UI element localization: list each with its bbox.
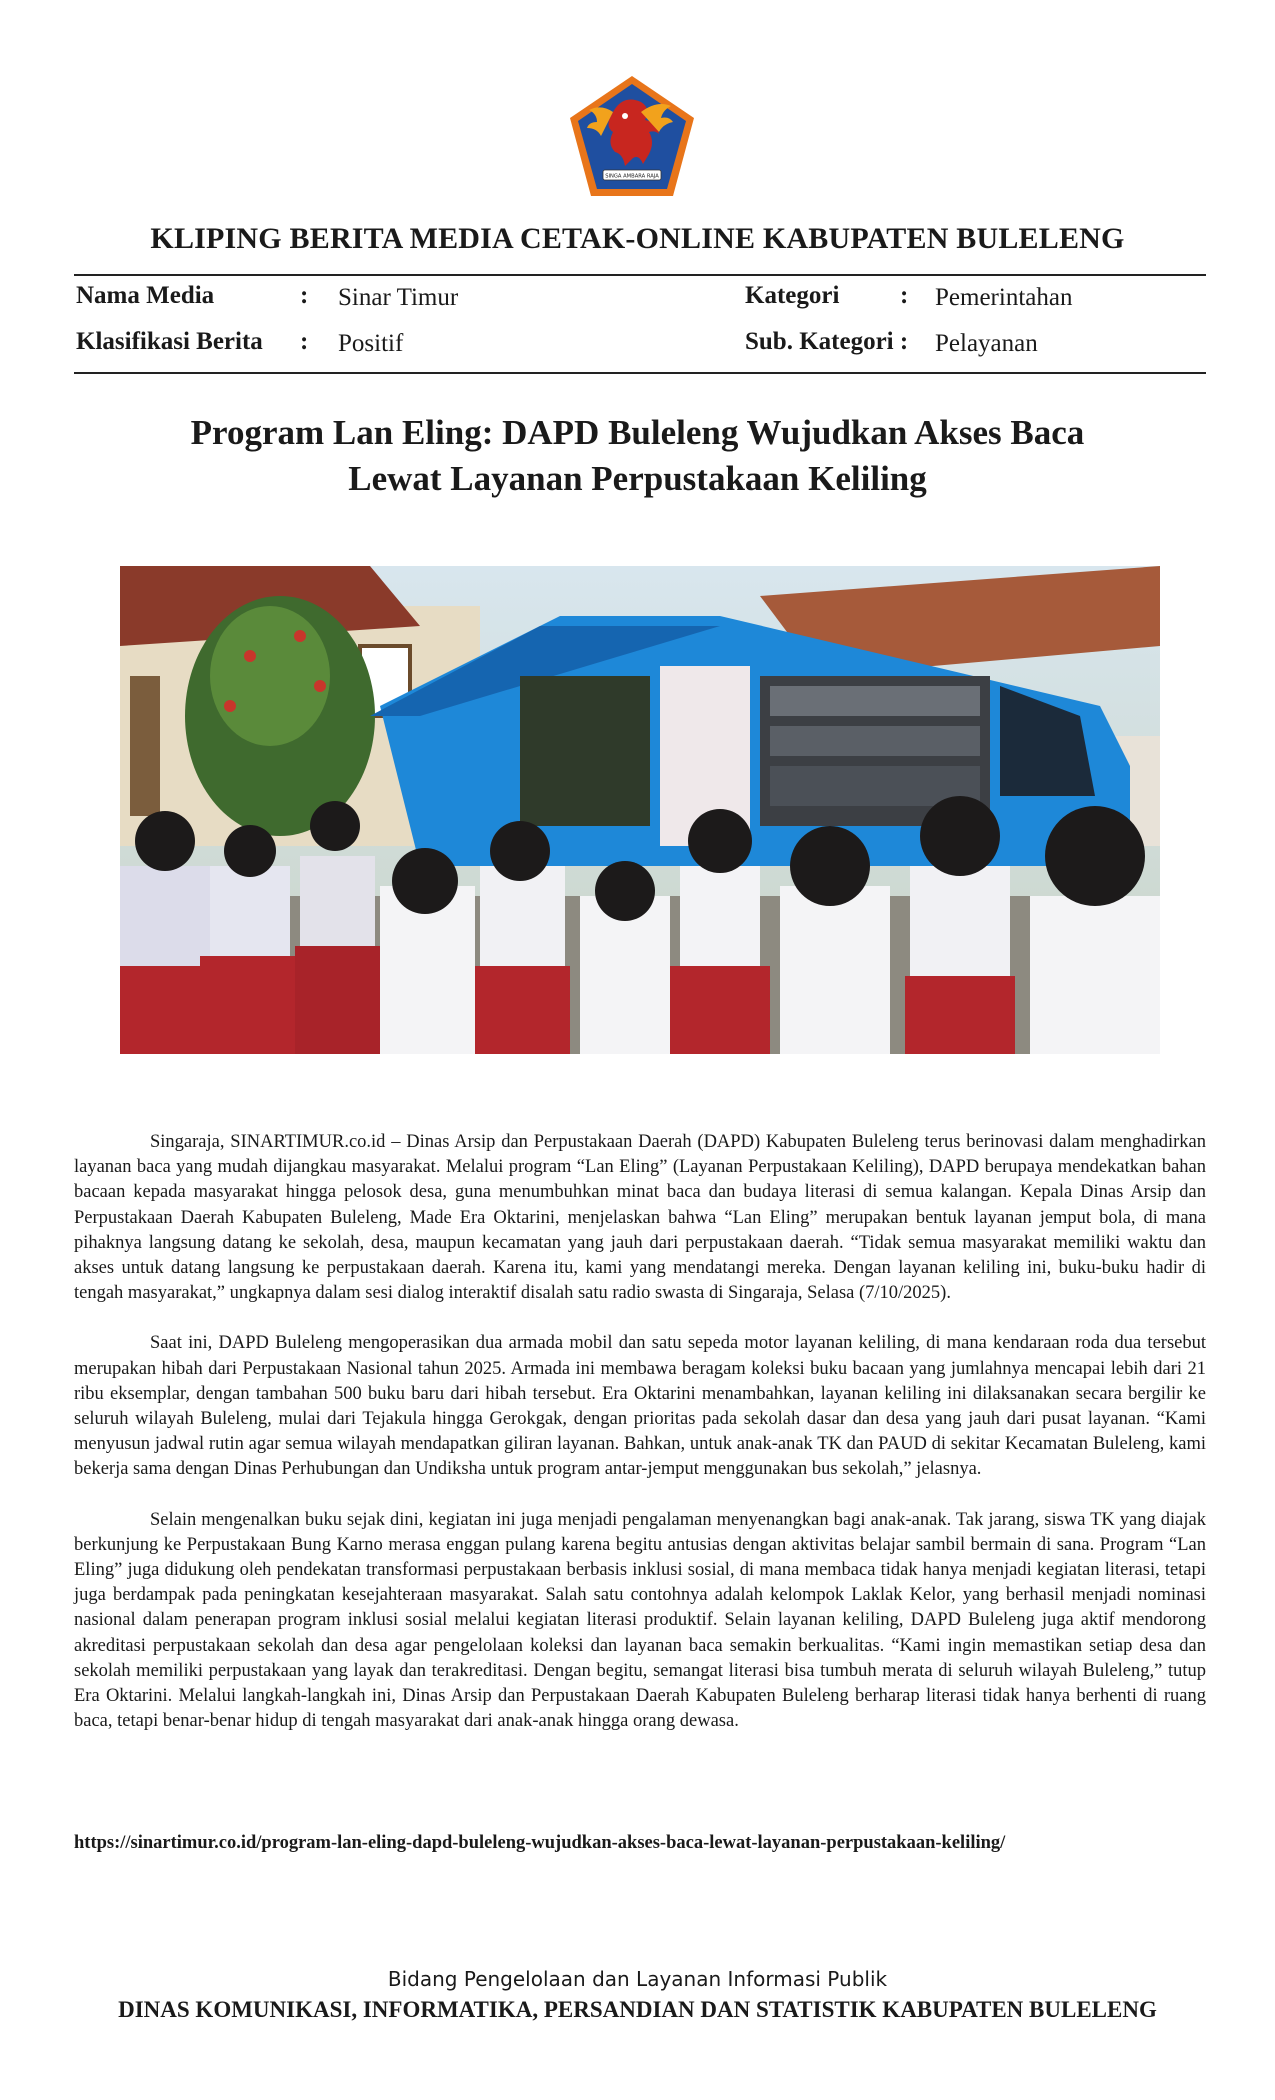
klasifikasi-colon: : bbox=[300, 328, 309, 355]
article-paragraph-1: Singaraja, SINARTIMUR.co.id – Dinas Arsip dan Perpustakaan Daerah (DAPD) Kabupaten Buleleng terus berinovasi dalam menghadirkan layanan baca yang mudah dijangkau masyarakat. Melalui program “Lan Eling” (Layanan Perpustakaan Keliling), DAPD berupaya mendekatkan bahan bacaan kepada masyarakat hingga pelosok desa, guna menumbuhkan minat baca dan budaya literasi di semua kalangan. Kepala Dinas Arsip dan Perpustakaan Daerah Kabupaten Buleleng, Made Era Oktarini, menjelaskan bahwa “Lan Eling” merupakan bentuk layanan jemput bola, di mana pihaknya langsung datang ke sekolah, desa, maupun kecamatan yang jauh dari perpustakaan daerah. “Tidak semua masyarakat memiliki waktu dan akses untuk datang langsung ke perpustakaan daerah. Karena itu, kami yang mendatangi mereka. Dengan layanan keliling ini, buku-buku hadir di tengah masyarakat,” ungkapnya dalam sesi dialog interaktif disalah satu radio swasta di Singaraja, Selasa (7/10/2025). bbox=[74, 1132, 1206, 1304]
source-url-link[interactable]: https://sinartimur.co.id/program-lan-eling-dapd-buleleng-wujudkan-akses-baca-lewat-layanan-perpustakaan-keliling/ bbox=[74, 1833, 1006, 1853]
emblem-motto: SINGA AMBARA RAJA bbox=[605, 173, 659, 180]
article-title-line-2: Lewat Layanan Perpustakaan Keliling bbox=[348, 459, 927, 498]
nama-media-colon: : bbox=[300, 282, 309, 309]
footer-division-name: Bidang Pengelolaan dan Layanan Informasi Publik bbox=[387, 1967, 888, 1991]
nama-media-label: Nama Media bbox=[76, 282, 215, 309]
kategori-value: Pemerintahan bbox=[935, 284, 1073, 311]
media-metadata bbox=[0, 0, 1275, 400]
kategori-colon: : bbox=[900, 282, 909, 309]
document-header-title: KLIPING BERITA MEDIA CETAK-ONLINE KABUPATEN BULELENG bbox=[150, 222, 1125, 255]
article-body bbox=[74, 1130, 1206, 1759]
header-bottom-rule bbox=[74, 372, 1206, 374]
footer-agency-name: DINAS KOMUNIKASI, INFORMATIKA, PERSANDIAN DAN STATISTIK KABUPATEN BULELENG bbox=[118, 1997, 1157, 2022]
mobile-library-van-with-schoolchildren-photo bbox=[120, 566, 1160, 1054]
nama-media-value: Sinar Timur bbox=[338, 284, 459, 311]
article-paragraph-2: Saat ini, DAPD Buleleng mengoperasikan dua armada mobil dan satu sepeda motor layanan keliling, di mana kendaraan roda dua tersebut merupakan hibah dari Perpustakaan Nasional tahun 2025. Armada ini membawa beragam koleksi buku bacaan yang jumlahnya mencapai lebih dari 21 ribu eksemplar, dengan tambahan 500 buku baru dari hibah tersebut. Era Oktarini menambahkan, layanan keliling ini dilaksanakan secara bergilir ke seluruh wilayah Buleleng, mulai dari Tejakula hingga Gerokgak, dengan prioritas pada sekolah dasar dan desa yang jauh dari pusat layanan. “Kami menyusun jadwal rutin agar semua wilayah mendapatkan giliran layanan. Bahkan, untuk anak-anak TK dan PAUD di sekitar Kecamatan Buleleng, kami bekerja sama dengan Dinas Perhubungan dan Undiksha untuk program antar-jemput menggunakan bus sekolah,” jelasnya. bbox=[74, 1333, 1206, 1480]
sub-kategori-value: Pelayanan bbox=[935, 330, 1038, 357]
klasifikasi-berita-value: Positif bbox=[338, 330, 404, 357]
article-title-line-1: Program Lan Eling: DAPD Buleleng Wujudkan Akses Baca bbox=[190, 413, 1085, 452]
klasifikasi-berita-label: Klasifikasi Berita bbox=[76, 328, 263, 355]
sub-kategori-label: Sub. Kategori : bbox=[745, 328, 909, 355]
kategori-label: Kategori bbox=[745, 282, 840, 309]
article-title bbox=[100, 410, 1175, 502]
article-paragraph-3: Selain mengenalkan buku sejak dini, kegiatan ini juga menjadi pengalaman menyenangkan bagi anak-anak. Tak jarang, siswa TK yang diajak berkunjung ke Perpustakaan Bung Karno merasa enggan pulang karena begitu antusias dengan aktivitas belajar sambil bermain di sana. Program “Lan Eling” juga didukung oleh pendekatan transformasi perpustakaan berbasis inklusi sosial, di mana membaca tidak hanya menjadi kegiatan literasi, tetapi juga berdampak pada peningkatan kesejahteraan masyarakat. Salah satu contohnya adalah kelompok Laklak Kelor, yang berhasil menjadi nominasi nasional dalam penerapan program inklusi sosial melalui kegiatan literasi produktif. Selain layanan keliling, DAPD Buleleng juga aktif mendorong akreditasi perpustakaan sekolah dan desa agar pengelolaan koleksi dan layanan baca semakin berkualitas. “Kami ingin memastikan setiap desa dan sekolah memiliki perpustakaan yang layak dan terakreditasi. Dengan begitu, semangat literasi bisa tumbuh merata di seluruh wilayah Buleleng,” tutup Era Oktarini. Melalui langkah-langkah ini, Dinas Arsip dan Perpustakaan Daerah Kabupaten Buleleng berharap literasi tidak hanya berhenti di ruang baca, tetapi benar-benar hidup di tengah masyarakat dari anak-anak hingga orang dewasa. bbox=[74, 1509, 1206, 1732]
